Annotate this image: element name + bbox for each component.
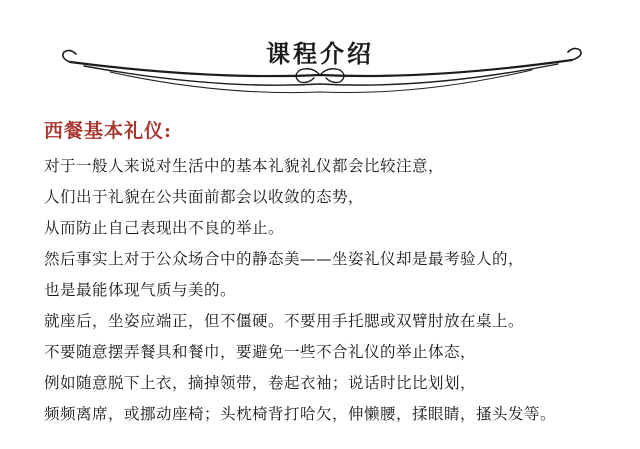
body-text: [44, 151, 624, 430]
body-line: 从而防止自己表现出不良的举止。: [44, 219, 285, 237]
body-line: 例如随意脱下上衣，摘掉领带，卷起衣袖；说话时比比划划，: [44, 374, 477, 392]
body-line: 人们出于礼貌在公共面前都会以收敛的态势，: [44, 188, 365, 206]
body-line: 对于一般人来说对生活中的基本礼貌礼仪都会比较注意，: [44, 157, 445, 175]
body-line: 频频离席，或挪动座椅；头枕椅背打哈欠，伸懒腰，揉眼睛，搔头发等。: [44, 405, 557, 423]
body-line: 然后事实上对于公众场合中的静态美——坐姿礼仪却是最考验人的，: [44, 250, 525, 268]
body-line: 不要随意摆弄餐具和餐巾，要避免一些不合礼仪的举止体态，: [44, 343, 477, 361]
page-title: 课程介绍: [266, 39, 374, 68]
page-header: [0, 0, 640, 100]
body-line: 也是最能体现气质与美的。: [44, 281, 237, 299]
body-line: 就座后，坐姿应端正，但不僵硬。不要用手托腮或双臂肘放在桌上。: [44, 312, 525, 330]
section-title: 西餐基本礼仪:: [44, 120, 173, 142]
